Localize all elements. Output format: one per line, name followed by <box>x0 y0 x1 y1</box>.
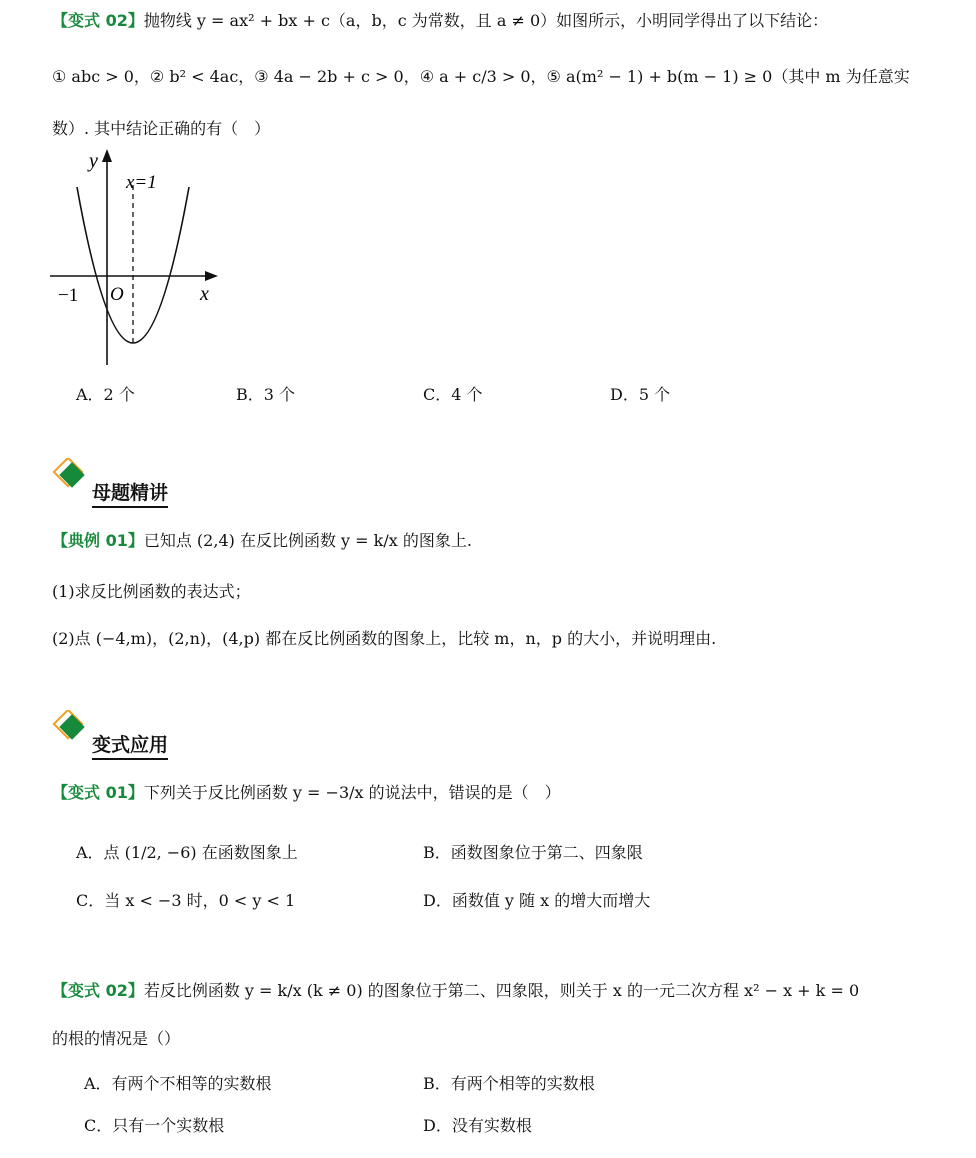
v1-option-b: B．函数图象位于第二、四象限 <box>423 843 643 862</box>
x-axis-arrow <box>205 271 218 281</box>
parabola-curve <box>77 187 189 343</box>
example-1-part-1: (1)求反比例函数的表达式； <box>52 582 251 601</box>
example-tag: 【典例 01】 <box>52 531 144 550</box>
v1-option-c: C．当 x < −3 时，0 < y < 1 <box>76 891 296 910</box>
q1-option-d: D．5 个 <box>610 385 671 404</box>
example-1-part-2: (2)点 (−4,m)，(2,n)，(4,p) 都在反比例函数的图象上，比较 m，n，p 的大小，并说明理由. <box>52 629 717 648</box>
q1-option-a: A．2 个 <box>76 385 135 404</box>
section-title-mother-problem: 母题精讲 <box>92 478 168 508</box>
example-1-stem: 【典例 01】已知点 (2,4) 在反比例函数 y = k/x 的图象上. <box>52 531 472 550</box>
q1-option-b: B．3 个 <box>236 385 296 404</box>
variant-2-stem-cont: 的根的情况是（） <box>52 1029 181 1048</box>
section-diamond-icon <box>50 458 90 492</box>
question-1-line-3: 数）. 其中结论正确的有（ ） <box>52 119 271 138</box>
v2-option-c: C．只有一个实数根 <box>84 1116 225 1135</box>
question-1-line-1 <box>52 10 828 32</box>
variant-2-stem: 【变式 02】若反比例函数 y = k/x (k ≠ 0) 的图象位于第二、四象限，则关于 x 的一元二次方程 x² − x + k = 0 <box>52 981 860 1000</box>
question-1-line-2: ① abc > 0，② b² < 4ac，③ 4a − 2b + c > 0，④ a + c/3 > 0，⑤ a(m² − 1) + b(m − 1) ≥ 0（其中 m 为任意实 <box>52 67 910 86</box>
q1-option-c: C．4 个 <box>423 385 483 404</box>
minus-one-label: −1 <box>58 285 79 306</box>
parabola-graph <box>40 145 240 370</box>
y-axis-label: y <box>89 150 98 172</box>
origin-label: O <box>110 284 124 305</box>
section-diamond-icon-2 <box>50 710 90 744</box>
symmetry-axis-label: x=1 <box>126 172 157 193</box>
y-axis-arrow <box>102 149 112 162</box>
v1-option-a: A．点 (1/2, −6) 在函数图象上 <box>76 843 298 862</box>
v2-option-a: A．有两个不相等的实数根 <box>84 1074 272 1093</box>
question-stem: 抛物线 y = ax² + bx + c（a，b，c 为常数，且 a ≠ 0）如图所示，小明同学得出了以下结论： <box>143 11 829 30</box>
question-tag: 【变式 02】 <box>52 11 144 30</box>
v2-option-d: D．没有实数根 <box>423 1116 532 1135</box>
v2-option-b: B．有两个相等的实数根 <box>423 1074 595 1093</box>
variant-1-stem: 【变式 01】下列关于反比例函数 y = −3/x 的说法中，错误的是（ ） <box>52 783 561 802</box>
v1-option-d: D．函数值 y 随 x 的增大而增大 <box>423 891 651 910</box>
variant-tag-2: 【变式 02】 <box>52 981 144 1000</box>
x-axis-label: x <box>200 283 209 305</box>
section-title-variant-application: 变式应用 <box>92 730 168 760</box>
variant-tag: 【变式 01】 <box>52 783 144 802</box>
